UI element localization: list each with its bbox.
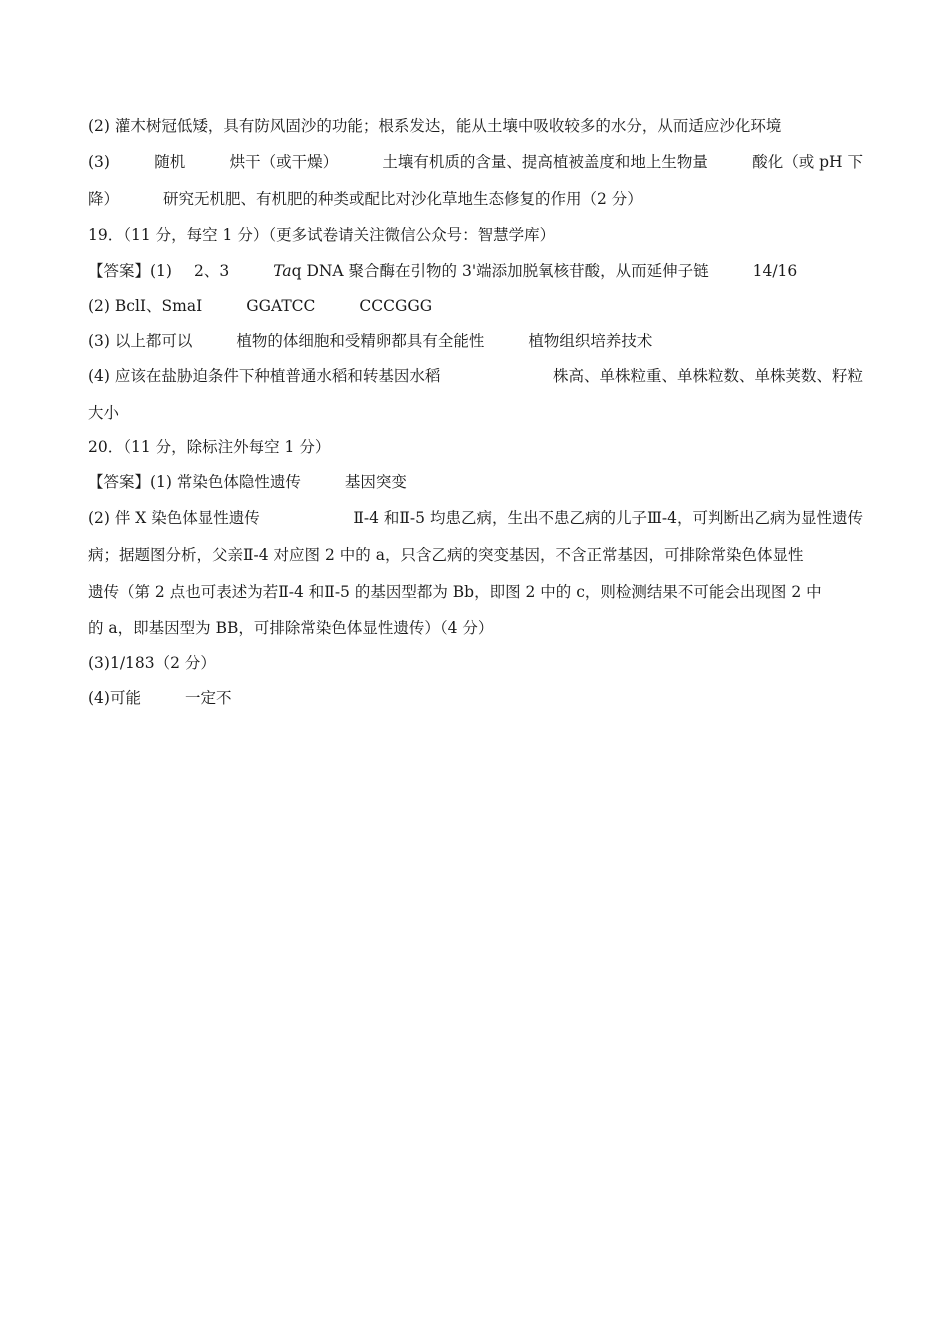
answer-19-3 <box>88 331 863 351</box>
answer-20-1-label: 【答案】(1) 常染色体隐性遗传 <box>88 473 301 491</box>
answer-20-4 <box>88 688 863 708</box>
answer-19-2-b: GGATCC <box>246 297 316 315</box>
answer-19-2 <box>88 296 863 316</box>
answer-19-1-a: 2、3 <box>193 262 230 280</box>
answer-19-3-a: (3) 以上都可以 <box>88 332 193 350</box>
answer-20-1 <box>88 472 863 492</box>
answer-18-3-item-2: 烘干（或干燥） <box>229 153 339 171</box>
answer-19-4-a: (4) 应该在盐胁迫条件下种植普通水稻和转基因水稻 <box>88 367 441 385</box>
answer-19-4 <box>88 366 863 386</box>
answer-18-3 <box>88 152 863 172</box>
answer-20-2-cont-2: 遗传（第 2 点也可表述为若Ⅱ-4 和Ⅱ-5 的基因型都为 Bb，即图 2 中的 c，则检测结果不可能会出现图 2 中 <box>88 583 822 601</box>
answer-20-4-a: (4)可能 <box>88 689 141 707</box>
answer-18-3-cont-b: 研究无机肥、有机肥的种类或配比对沙化草地生态修复的作用（2 分） <box>163 190 643 208</box>
answer-19-2-c: CCCGGG <box>359 297 433 315</box>
answer-20-1-b: 基因突变 <box>344 473 407 491</box>
answer-20-3: (3)1/183（2 分） <box>88 654 216 672</box>
answer-18-3-num: (3) <box>88 153 110 171</box>
answer-19-1-taq: Ta <box>273 262 292 280</box>
answer-20-4-b: 一定不 <box>184 689 232 707</box>
answer-19-1-label: 【答案】(1) <box>88 262 172 280</box>
answer-18-3-item-4: 酸化（或 pH 下 <box>752 153 863 171</box>
answer-19-4-b: 株高、单株粒重、单株粒数、单株荚数、籽粒 <box>552 367 863 385</box>
answer-19-3-c: 植物组织培养技术 <box>528 332 653 350</box>
answer-18-3-item-1: 随机 <box>154 153 186 171</box>
answer-18-2: (2) 灌木树冠低矮，具有防风固沙的功能；根系发达，能从土壤中吸收较多的水分，从而适应沙化环境 <box>88 117 782 135</box>
answer-20-2-cont-1: 病；据题图分析，父亲Ⅱ-4 对应图 2 中的 a，只含乙病的突变基因，不含正常基因，可排除常染色体显性 <box>88 546 804 564</box>
answer-19-1 <box>88 261 863 281</box>
answer-20-2-b: Ⅱ-4 和Ⅱ-5 均患乙病，生出不患乙病的儿子Ⅲ-4，可判断出乙病为显性遗传 <box>353 509 863 527</box>
answer-20-2-a: (2) 伴 X 染色体显性遗传 <box>88 509 260 527</box>
answer-19-3-b: 植物的体细胞和受精卵都具有全能性 <box>236 332 485 350</box>
answer-19-1-c: 14/16 <box>752 262 798 280</box>
answer-18-3-cont <box>88 189 863 209</box>
answer-18-3-item-3: 土壤有机质的含量、提高植被盖度和地上生物量 <box>382 153 708 171</box>
answer-20-2 <box>88 508 863 528</box>
question-20-header: 20．（11 分，除标注外每空 1 分） <box>88 438 331 456</box>
answer-18-3-cont-a: 降） <box>88 190 120 208</box>
answer-20-2-cont-3: 的 a，即基因型为 BB，可排除常染色体显性遗传）（4 分） <box>88 619 494 637</box>
answer-19-2-a: (2) BclI、SmaI <box>88 297 203 315</box>
answer-19-1-b: q DNA 聚合酶在引物的 3'端添加脱氧核苷酸，从而延伸子链 <box>291 262 709 280</box>
question-19-header: 19．（11 分，每空 1 分）（更多试卷请关注微信公众号：智慧学库） <box>88 226 556 244</box>
answer-19-4-cont: 大小 <box>88 404 120 422</box>
